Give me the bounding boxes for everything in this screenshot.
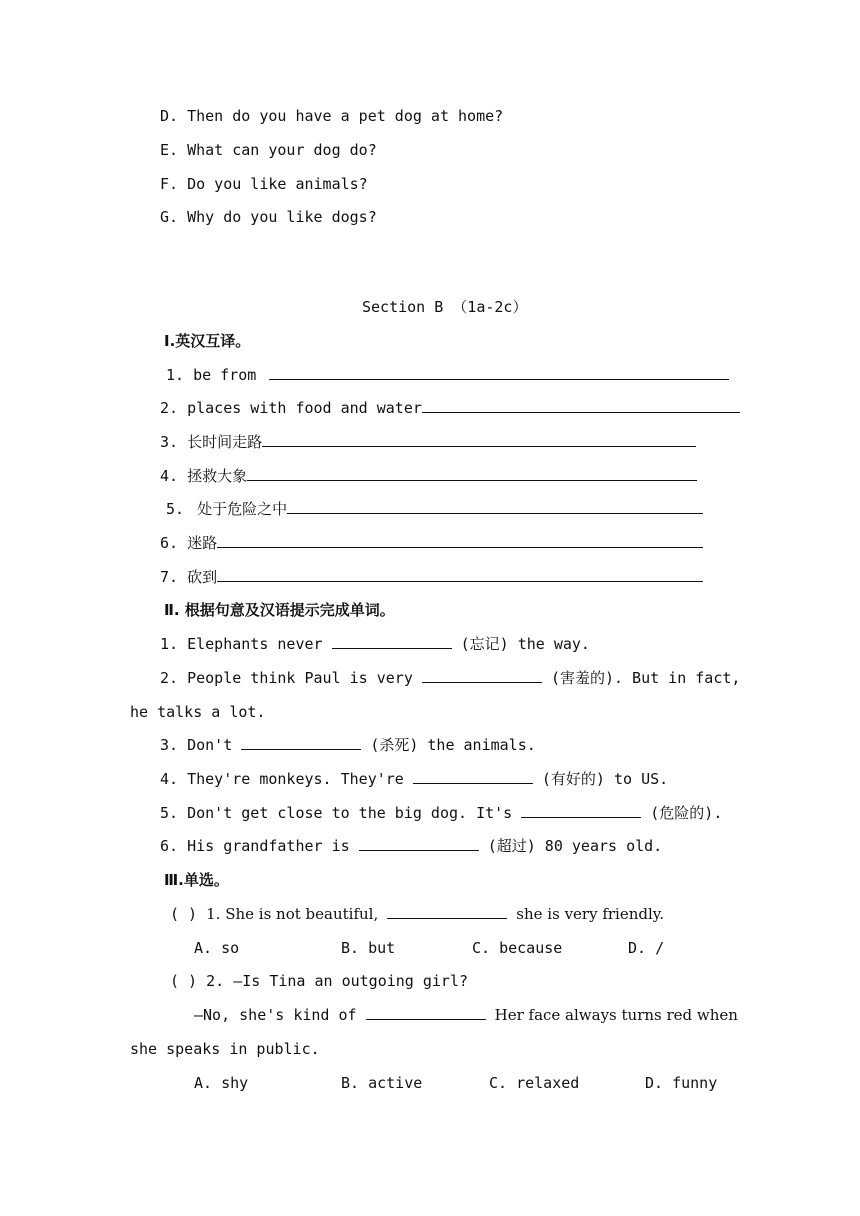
option-a[interactable]: A. shy — [194, 1074, 249, 1092]
option-e — [160, 140, 377, 160]
option-letter: D. — [160, 107, 179, 125]
item-number: 6. — [160, 837, 179, 855]
answer-blank[interactable] — [359, 836, 479, 851]
option-text: Do you like animals? — [187, 175, 368, 193]
answer-paren[interactable]: ( ) — [170, 905, 198, 923]
item-text: They're monkeys. They're — [187, 770, 404, 788]
option-c[interactable]: C. relaxed — [489, 1074, 580, 1092]
answer-blank[interactable] — [413, 769, 533, 784]
mc-question-2-continuation: she speaks in public. — [130, 1040, 320, 1058]
fill-item-2-continuation: he talks a lot. — [130, 703, 266, 721]
item-text: 处于危险之中 — [197, 500, 288, 518]
answer-blank[interactable] — [366, 1005, 486, 1020]
answer-blank[interactable] — [241, 735, 361, 750]
item-number: 4. — [160, 770, 179, 788]
answer-text: —No, she's kind of — [194, 1006, 357, 1024]
answer-blank[interactable] — [422, 398, 740, 413]
question-stem: 2. —Is Tina an outgoing girl? — [206, 972, 469, 990]
item-number: 2. — [160, 669, 179, 687]
option-d[interactable]: D. / — [628, 939, 665, 957]
option-text: Then do you have a pet dog at home? — [187, 107, 504, 125]
item-number: 2. — [160, 399, 179, 417]
item-hint: (危险的). — [650, 804, 723, 822]
translate-item-5 — [166, 499, 703, 519]
translate-item-6 — [160, 533, 703, 553]
item-number: 5. — [160, 804, 179, 822]
item-text: People think Paul is very — [187, 669, 413, 687]
option-text: Why do you like dogs? — [187, 208, 377, 226]
answer-blank[interactable] — [247, 466, 697, 481]
item-hint: (超过) 80 years old. — [487, 837, 663, 855]
translate-item-4 — [160, 466, 697, 486]
item-text: Elephants never — [187, 635, 323, 653]
part1-heading: Ⅰ.英汉互译。 — [164, 332, 251, 350]
option-d — [160, 106, 503, 126]
option-b[interactable]: B. active — [341, 1074, 423, 1092]
answer-blank[interactable] — [332, 634, 452, 649]
fill-item-5 — [160, 803, 722, 823]
item-number: 3. — [160, 433, 179, 451]
item-number: 1. — [160, 635, 179, 653]
section-title: Section B （1a-2c） — [362, 298, 528, 316]
fill-item-6 — [160, 836, 662, 856]
answer-blank[interactable] — [262, 432, 696, 447]
item-number: 3. — [160, 736, 179, 754]
answer-text-end: Her face always turns red when — [494, 1006, 738, 1024]
option-g — [160, 207, 377, 227]
item-hint: (忘记) the way. — [460, 635, 590, 653]
translate-item-7 — [160, 567, 703, 587]
fill-item-4 — [160, 769, 668, 789]
question-stem: 1. She is not beautiful, — [206, 905, 379, 923]
part2-heading: Ⅱ. 根据句意及汉语提示完成单词。 — [164, 601, 395, 619]
item-number: 4. — [160, 467, 179, 485]
item-text: 砍到 — [187, 568, 218, 586]
answer-blank[interactable] — [217, 533, 703, 548]
mc-question-1 — [170, 904, 664, 924]
option-b[interactable]: B. but — [341, 939, 396, 957]
item-number: 6. — [160, 534, 179, 552]
mc-question-2-answer — [194, 1005, 738, 1025]
translate-item-1 — [166, 365, 729, 385]
item-text: Don't get close to the big dog. It's — [187, 804, 513, 822]
option-f — [160, 174, 368, 194]
option-d[interactable]: D. funny — [645, 1074, 718, 1092]
item-hint: (害羞的). But in fact, — [550, 669, 741, 687]
answer-blank[interactable] — [217, 567, 703, 582]
item-number: 5. — [166, 500, 185, 518]
answer-blank[interactable] — [269, 365, 729, 380]
fill-item-3 — [160, 735, 536, 755]
answer-blank[interactable] — [422, 668, 542, 683]
item-text: be from — [193, 366, 257, 384]
fill-item-1 — [160, 634, 590, 654]
fill-item-2 — [160, 668, 740, 688]
item-number: 7. — [160, 568, 179, 586]
question-stem-end: she is very friendly. — [516, 905, 665, 923]
part3-heading: Ⅲ.单选。 — [164, 871, 229, 889]
item-text: 拯救大象 — [187, 467, 248, 485]
option-letter: E. — [160, 141, 179, 159]
translate-item-3 — [160, 432, 696, 452]
option-a[interactable]: A. so — [194, 939, 240, 957]
item-hint: (有好的) to US. — [541, 770, 669, 788]
item-text: 迷路 — [187, 534, 218, 552]
option-text: What can your dog do? — [187, 141, 377, 159]
option-letter: F. — [160, 175, 179, 193]
item-number: 1. — [166, 366, 185, 384]
mc-question-2 — [170, 971, 468, 991]
item-text: His grandfather is — [187, 837, 350, 855]
answer-paren[interactable]: ( ) — [170, 972, 198, 990]
answer-blank[interactable] — [521, 803, 641, 818]
answer-blank[interactable] — [287, 499, 703, 514]
item-text: Don't — [187, 736, 233, 754]
item-text: 长时间走路 — [187, 433, 263, 451]
translate-item-2 — [160, 398, 740, 418]
option-letter: G. — [160, 208, 179, 226]
option-c[interactable]: C. because — [472, 939, 563, 957]
item-text: places with food and water — [187, 399, 422, 417]
item-hint: (杀死) the animals. — [370, 736, 536, 754]
answer-blank[interactable] — [387, 904, 507, 919]
